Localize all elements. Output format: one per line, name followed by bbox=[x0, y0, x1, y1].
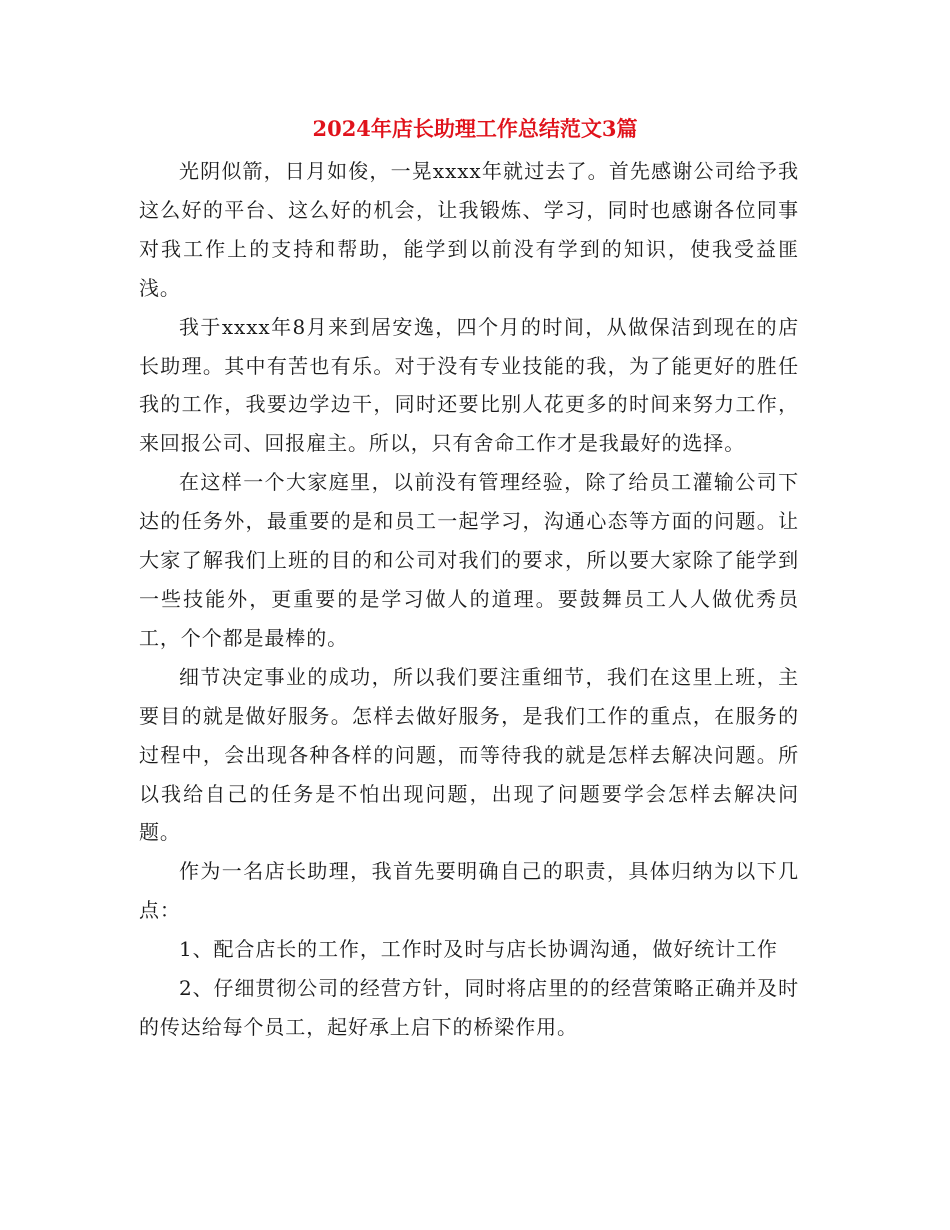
paragraph-1: 光阴似箭，日月如俊，一晃xxxx年就过去了。首先感谢公司给予我这么好的平台、这么好的机会，让我锻炼、学习，同时也感谢各位同事对我工作上的支持和帮助，能学到以前没有学到的知识，使我受益匪浅。 bbox=[139, 159, 799, 300]
paragraph-4: 细节决定事业的成功，所以我们要注重细节，我们在这里上班，主要目的就是做好服务。怎样去做好服务，是我们工作的重点，在服务的过程中，会出现各种各样的问题，而等待我的就是怎样去解决问题。所以我给自己的任务是不怕出现问题，出现了问题要学会怎样去解决问题。 bbox=[139, 664, 799, 845]
list-item-1: 1、配合店长的工作，工作时及时与店长协调沟通，做好统计工作 bbox=[179, 937, 778, 962]
paragraph-3: 在这样一个大家庭里，以前没有管理经验，除了给员工灌输公司下达的任务外，最重要的是和员工一起学习，沟通心态等方面的问题。让大家了解我们上班的目的和公司对我们的要求，所以要大家除了能学到一些技能外，更重要的是学习做人的道理。要鼓舞员工人人做优秀员工，个个都是最棒的。 bbox=[139, 470, 799, 650]
paragraph-2: 我于xxxx年8月来到居安逸，四个月的时间，从做保洁到现在的店长助理。其中有苦也有乐。对于没有专业技能的我，为了能更好的胜任我的工作，我要边学边干，同时还要比别人花更多的时间来努力工作，来回报公司、回报雇主。所以，只有舍命工作才是我最好的选择。 bbox=[139, 314, 799, 456]
document-title: 2024年店长助理工作总结范文3篇 bbox=[312, 116, 638, 141]
document-body bbox=[139, 152, 799, 1047]
paragraph-5: 作为一名店长助理，我首先要明确自己的职责，具体归纳为以下几点： bbox=[139, 859, 799, 923]
list-item-2: 2、仔细贯彻公司的经营方针，同时将店里的的经营策略正确并及时的传达给每个员工，起好承上启下的桥梁作用。 bbox=[139, 976, 799, 1039]
